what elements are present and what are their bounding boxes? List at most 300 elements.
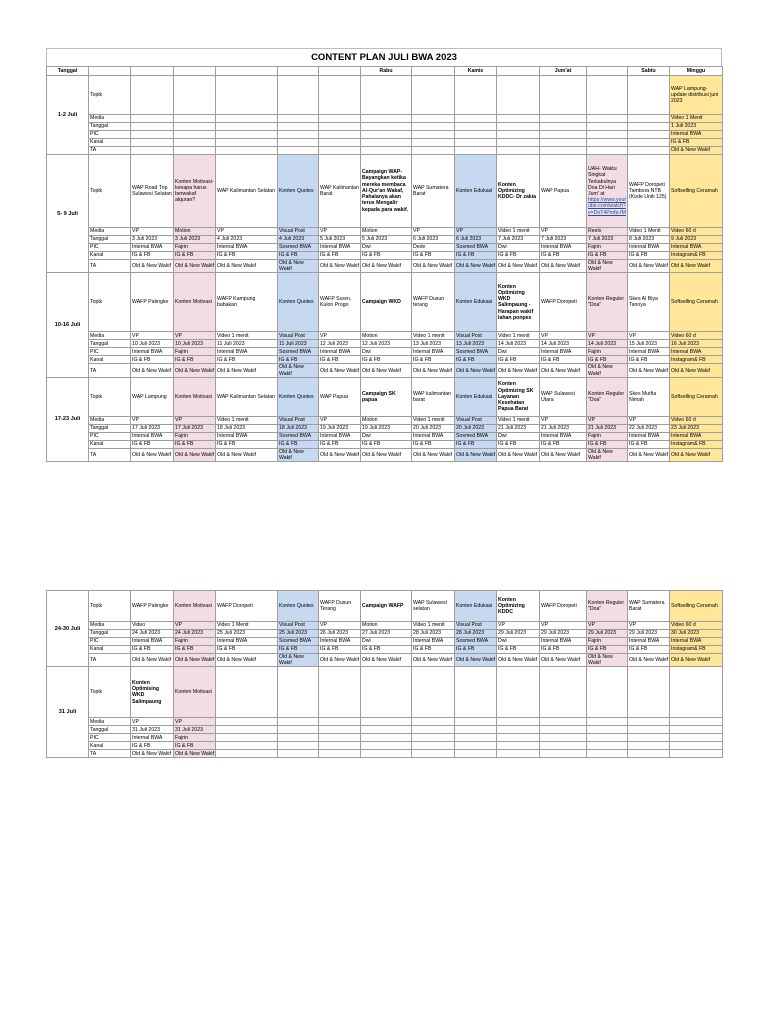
table-cell: Internal BWA bbox=[131, 348, 174, 356]
table-cell: IG & FB bbox=[497, 252, 540, 260]
table-cell bbox=[455, 123, 497, 131]
table-cell: Softselling Ceramah bbox=[670, 155, 723, 228]
table-row bbox=[47, 364, 723, 377]
table-cell: Sosmed BWA bbox=[278, 432, 319, 440]
table-row bbox=[47, 726, 723, 734]
table-cell: Old & New Wakif bbox=[670, 448, 723, 461]
table-cell bbox=[361, 734, 412, 742]
table-row bbox=[47, 348, 723, 356]
table-cell: Internal BWA bbox=[216, 432, 278, 440]
table-cell: IG & FB bbox=[497, 356, 540, 364]
table-cell: Internal BWA bbox=[540, 432, 587, 440]
table-row bbox=[47, 416, 723, 424]
row-label: Media bbox=[89, 622, 131, 630]
table-cell: IG & FB bbox=[412, 252, 455, 260]
table-cell: Konten Quotes bbox=[278, 591, 319, 622]
table-cell: Konten Reguler "Doa" bbox=[587, 377, 628, 416]
table-cell: IG & FB bbox=[319, 440, 361, 448]
table-cell: Motion bbox=[174, 228, 216, 236]
table-cell: Visual Post bbox=[278, 622, 319, 630]
table-row bbox=[47, 646, 723, 654]
table-cell: 14 Juli 2023 bbox=[540, 340, 587, 348]
table-cell: WAP Road Trip Sulawesi Selatan bbox=[131, 155, 174, 228]
table-cell: Internal BWA bbox=[216, 348, 278, 356]
table-cell: IG & FB bbox=[412, 646, 455, 654]
table-cell bbox=[319, 115, 361, 123]
table-cell: Old & New Wakif bbox=[412, 448, 455, 461]
row-label: Topik bbox=[89, 155, 131, 228]
table-cell bbox=[278, 76, 319, 115]
table-cell bbox=[628, 718, 670, 726]
table-cell: Internal BWA bbox=[540, 348, 587, 356]
table-cell: Skes Al Biya Tanoya bbox=[628, 273, 670, 332]
table-cell: Old & New Wakif bbox=[455, 448, 497, 461]
row-label: Kanal bbox=[89, 139, 131, 147]
table-cell: IG & FB bbox=[628, 646, 670, 654]
table-cell: Internal BWA bbox=[628, 638, 670, 646]
table-cell: Old & New Wakif bbox=[587, 654, 628, 667]
table-cell: Internal BWA bbox=[670, 638, 723, 646]
table-cell bbox=[628, 76, 670, 115]
table-cell: VP bbox=[216, 228, 278, 236]
table-cell bbox=[497, 115, 540, 123]
table-cell: Konten Optimizing KDDC- Dr zakia bbox=[497, 155, 540, 228]
table-cell: VP bbox=[319, 622, 361, 630]
table-cell: Old & New Wakif bbox=[319, 364, 361, 377]
table-cell bbox=[412, 718, 455, 726]
table-cell: Old & New Wakif bbox=[216, 364, 278, 377]
table-cell: Old & New Wakif bbox=[670, 147, 723, 155]
table-cell: Video 1 Menit bbox=[628, 228, 670, 236]
table-cell: Old & New Wakif bbox=[278, 448, 319, 461]
table-cell bbox=[587, 123, 628, 131]
table-cell: 1 Juli 2023 bbox=[670, 123, 723, 131]
table-cell: Video 1 menit bbox=[497, 332, 540, 340]
table-cell: WAFP Kampung babakan bbox=[216, 273, 278, 332]
table-cell: VP bbox=[319, 332, 361, 340]
row-label: Tanggal bbox=[89, 123, 131, 131]
table-cell bbox=[412, 726, 455, 734]
table-cell: VP bbox=[412, 228, 455, 236]
table-cell: 30 Juli 2023 bbox=[670, 630, 723, 638]
table-cell: Visual Post bbox=[455, 332, 497, 340]
table-row bbox=[47, 424, 723, 432]
table-cell: 7 Juli 2023 bbox=[587, 236, 628, 244]
row-label: Topik bbox=[89, 273, 131, 332]
header-row bbox=[47, 67, 723, 76]
table-cell: IG & FB bbox=[361, 440, 412, 448]
table-cell bbox=[540, 667, 587, 718]
table-row bbox=[47, 139, 723, 147]
table-cell: 24 Juli 2023 bbox=[131, 630, 174, 638]
content-plan-table-2 bbox=[46, 590, 723, 758]
table-cell: 18 Juli 2023 bbox=[216, 424, 278, 432]
table-cell bbox=[497, 131, 540, 139]
table-cell: Old & New Wakif bbox=[361, 654, 412, 667]
table-cell: Video 1 menit bbox=[412, 622, 455, 630]
table-cell: 20 Juli 2023 bbox=[455, 424, 497, 432]
table-cell bbox=[540, 115, 587, 123]
content-plan-sheet-1 bbox=[46, 48, 723, 462]
table-cell: Old & New Wakif bbox=[361, 448, 412, 461]
row-label: PIC bbox=[89, 244, 131, 252]
table-cell: Internal BWA bbox=[216, 638, 278, 646]
table-cell: IG & FB bbox=[216, 252, 278, 260]
table-cell: Motion bbox=[361, 622, 412, 630]
table-cell bbox=[628, 147, 670, 155]
table-cell: Internal BWA bbox=[628, 432, 670, 440]
table-cell bbox=[497, 123, 540, 131]
table-cell bbox=[319, 76, 361, 115]
table-cell: IG & FB bbox=[412, 440, 455, 448]
table-cell: 23 Juli 2023 bbox=[670, 424, 723, 432]
table-cell bbox=[361, 750, 412, 758]
table-cell: VP bbox=[587, 332, 628, 340]
table-cell: Video 1 menit bbox=[216, 416, 278, 424]
table-cell: Old & New Wakif bbox=[455, 260, 497, 273]
table-cell: WAFP Dusun Terang bbox=[319, 591, 361, 622]
table-cell bbox=[412, 76, 455, 115]
table-cell bbox=[131, 147, 174, 155]
table-cell bbox=[278, 734, 319, 742]
table-cell: Old & New Wakif bbox=[540, 364, 587, 377]
table-cell: Old & New Wakif bbox=[174, 654, 216, 667]
table-cell: Konten Motivasi bbox=[174, 273, 216, 332]
table-cell: WAFP Doropeti bbox=[540, 273, 587, 332]
header-cell: Jum'at bbox=[540, 67, 587, 76]
table-cell bbox=[319, 726, 361, 734]
row-label: PIC bbox=[89, 638, 131, 646]
table-cell bbox=[174, 123, 216, 131]
table-cell bbox=[455, 667, 497, 718]
table-cell: IG & FB bbox=[628, 440, 670, 448]
row-label: Kanal bbox=[89, 252, 131, 260]
table-cell: IG & FB bbox=[587, 252, 628, 260]
table-row bbox=[47, 228, 723, 236]
table-cell: Video 1 menit bbox=[497, 228, 540, 236]
table-cell bbox=[540, 131, 587, 139]
table-cell: Old & New Wakif bbox=[497, 448, 540, 461]
table-cell: Old & New Wakif bbox=[412, 654, 455, 667]
table-row bbox=[47, 123, 723, 131]
table-cell bbox=[587, 76, 628, 115]
row-label: PIC bbox=[89, 432, 131, 440]
table-cell bbox=[278, 726, 319, 734]
table-cell: 8 Juli 2023 bbox=[628, 236, 670, 244]
header-cell: Rabu bbox=[361, 67, 412, 76]
table-cell: Konten Motivasi- kenapa harus berwakaf alquran? bbox=[174, 155, 216, 228]
row-label: Tanggal bbox=[89, 424, 131, 432]
table-cell: Old & New Wakif bbox=[131, 448, 174, 461]
table-cell bbox=[587, 726, 628, 734]
table-cell: IG & FB bbox=[216, 440, 278, 448]
row-label: PIC bbox=[89, 734, 131, 742]
table-row bbox=[47, 638, 723, 646]
table-cell: VP bbox=[131, 718, 174, 726]
table-cell: Instagram& FB bbox=[670, 440, 723, 448]
table-cell: Old & New Wakif bbox=[497, 654, 540, 667]
table-cell: Konten Edukasi bbox=[455, 273, 497, 332]
table-cell: Visual Post bbox=[278, 228, 319, 236]
table-cell bbox=[497, 76, 540, 115]
table-cell: Sosmed BWA bbox=[455, 244, 497, 252]
table-cell bbox=[587, 147, 628, 155]
table-cell bbox=[278, 123, 319, 131]
table-cell: Sosmed BWA bbox=[278, 638, 319, 646]
table-cell: VP bbox=[628, 332, 670, 340]
table-cell: Fajrin bbox=[174, 638, 216, 646]
table-cell: Old & New Wakif bbox=[278, 364, 319, 377]
row-label: TA bbox=[89, 260, 131, 273]
table-cell: IG & FB bbox=[174, 440, 216, 448]
table-cell: Campaign WAFP bbox=[361, 591, 412, 622]
table-cell bbox=[628, 131, 670, 139]
table-cell bbox=[216, 734, 278, 742]
table-cell: Old & New Wakif bbox=[131, 260, 174, 273]
table-cell: Fajrin bbox=[587, 432, 628, 440]
table-cell: Konten Edukasi bbox=[455, 155, 497, 228]
table-cell: 19 Juli 2023 bbox=[319, 424, 361, 432]
table-row bbox=[47, 630, 723, 638]
table-cell bbox=[131, 123, 174, 131]
table-cell: Konten Quotes bbox=[278, 155, 319, 228]
table-cell bbox=[412, 147, 455, 155]
table-cell: 12 Juli 2023 bbox=[319, 340, 361, 348]
table-row bbox=[47, 332, 723, 340]
table-cell: VP bbox=[319, 228, 361, 236]
table-cell: Old & New Wakif bbox=[361, 364, 412, 377]
table-cell: Internal BWA bbox=[319, 348, 361, 356]
table-cell: WAP Sulawesi selatan bbox=[412, 591, 455, 622]
table-cell: Instagram& FB bbox=[670, 356, 723, 364]
table-row bbox=[47, 115, 723, 123]
table-cell bbox=[587, 667, 628, 718]
table-cell: UAH- Waktu Singkat Terkabulnya Doa Di Hari Jum' at https://www.youtube.com/watch?v=DnT4Pmfa-fM bbox=[587, 155, 628, 228]
table-cell bbox=[361, 742, 412, 750]
table-cell bbox=[278, 139, 319, 147]
table-cell: VP bbox=[497, 622, 540, 630]
table-row bbox=[47, 432, 723, 440]
table-cell: Old & New Wakif bbox=[175, 750, 215, 757]
table-cell: VP bbox=[540, 228, 587, 236]
table-cell bbox=[628, 734, 670, 742]
table-cell bbox=[540, 750, 587, 758]
table-cell bbox=[131, 139, 174, 147]
table-cell bbox=[670, 667, 723, 718]
table-row bbox=[47, 236, 723, 244]
table-cell bbox=[216, 131, 278, 139]
table-cell: 20 Juli 2023 bbox=[412, 424, 455, 432]
table-cell: Konten Optimizing SK Layanan Kesehatan Papua Barat bbox=[497, 377, 540, 416]
table-cell: Old & New Wakif bbox=[670, 260, 723, 273]
table-cell: 25 Juli 2023 bbox=[278, 630, 319, 638]
table-cell: Old & New Wakif bbox=[319, 654, 361, 667]
table-cell: VP bbox=[174, 332, 216, 340]
row-label: Media bbox=[89, 115, 131, 123]
table-cell: Internal BWA bbox=[670, 348, 723, 356]
table-cell: Instagram& FB bbox=[670, 252, 723, 260]
table-cell: 28 Juli 2023 bbox=[455, 630, 497, 638]
table-cell: IG & FB bbox=[174, 646, 216, 654]
table-row bbox=[47, 718, 723, 726]
row-label: TA bbox=[89, 654, 131, 667]
table-cell: Konten Optimizing WKD Salimpaung - Harapan wakif lahan ponpes bbox=[497, 273, 540, 332]
table-cell bbox=[361, 147, 412, 155]
table-cell: VP bbox=[587, 622, 628, 630]
table-cell: IG & FB bbox=[174, 252, 216, 260]
table-row bbox=[47, 131, 723, 139]
table-cell bbox=[412, 123, 455, 131]
table-cell: VP bbox=[455, 228, 497, 236]
table-cell bbox=[412, 131, 455, 139]
table-cell: Internal BWA bbox=[628, 348, 670, 356]
table-cell: Video 1 menit bbox=[216, 332, 278, 340]
table-cell: IG & FB bbox=[497, 440, 540, 448]
table-cell: Internal BWA bbox=[412, 348, 455, 356]
table-cell: Softselling Ceramah bbox=[670, 377, 723, 416]
table-row bbox=[47, 273, 723, 332]
table-cell: WAP Kalimantan Selatan bbox=[216, 377, 278, 416]
table-cell: Old & New Wakif bbox=[628, 654, 670, 667]
table-cell: Old & New Wakif bbox=[216, 654, 278, 667]
table-cell: IG & FB bbox=[540, 646, 587, 654]
table-cell: WAP Lampung- update distribusi juni 2023 bbox=[670, 76, 723, 115]
table-cell bbox=[412, 734, 455, 742]
table-cell bbox=[216, 750, 278, 758]
table-row bbox=[47, 377, 723, 416]
table-cell: WAP kalimantan barat bbox=[412, 377, 455, 416]
table-cell: IG & FB bbox=[131, 252, 174, 260]
table-row bbox=[47, 76, 723, 115]
table-cell: Motion bbox=[361, 332, 412, 340]
table-cell: Fajrin bbox=[587, 638, 628, 646]
content-plan-sheet-2 bbox=[46, 590, 723, 758]
table-cell bbox=[497, 734, 540, 742]
table-cell: Old & New Wakif bbox=[455, 654, 497, 667]
table-cell bbox=[497, 147, 540, 155]
table-row bbox=[47, 244, 723, 252]
table-cell bbox=[216, 139, 278, 147]
table-cell: Motion bbox=[361, 416, 412, 424]
table-cell: 26 Juli 2023 bbox=[319, 630, 361, 638]
table-cell: Konten Motivasi bbox=[174, 667, 216, 718]
table-cell: IG & FB bbox=[278, 356, 319, 364]
table-cell: IG & FB bbox=[587, 440, 628, 448]
table-cell: Reels bbox=[587, 228, 628, 236]
table-cell bbox=[455, 750, 497, 758]
table-cell bbox=[540, 734, 587, 742]
table-cell: Video 60 d bbox=[670, 416, 723, 424]
table-cell: Fajrin bbox=[174, 734, 216, 742]
table-cell: Dwi bbox=[497, 348, 540, 356]
table-cell: IG & FB bbox=[278, 252, 319, 260]
table-cell bbox=[412, 115, 455, 123]
table-cell bbox=[361, 131, 412, 139]
table-cell bbox=[587, 750, 628, 758]
table-row bbox=[47, 440, 723, 448]
table-cell bbox=[670, 726, 723, 734]
table-cell: IG & FB bbox=[131, 742, 174, 750]
week-label: 31 Juli bbox=[47, 667, 89, 758]
header-cell bbox=[497, 67, 540, 76]
table-cell: IG & FB bbox=[131, 356, 174, 364]
table-cell: Video 60 d bbox=[670, 622, 723, 630]
table-cell: Konten Quotes bbox=[278, 273, 319, 332]
table-cell bbox=[319, 750, 361, 758]
table-cell: Old & New Wakif bbox=[174, 260, 216, 273]
table-row bbox=[47, 155, 723, 228]
table-cell: Old & New Wakif bbox=[587, 448, 628, 461]
table-cell: Dede bbox=[412, 244, 455, 252]
youtube-link[interactable]: https://www.youtube.com/watch?v=DnT4Pmfa-fM bbox=[588, 197, 626, 216]
table-cell: 29 Juli 2023 bbox=[628, 630, 670, 638]
table-cell: WAP Kalimantan Selatan bbox=[216, 155, 278, 228]
table-cell: Old & New Wakif bbox=[540, 448, 587, 461]
header-cell bbox=[278, 67, 319, 76]
table-cell: VP bbox=[174, 622, 216, 630]
table-cell: 31 Juli 2023 bbox=[174, 726, 216, 734]
row-label: Tanggal bbox=[89, 236, 131, 244]
table-cell: Video 1 menit bbox=[412, 416, 455, 424]
table-cell: IG & FB bbox=[131, 646, 174, 654]
table-cell bbox=[174, 115, 216, 123]
table-cell: 16 Juli 2023 bbox=[670, 340, 723, 348]
row-label: Tanggal bbox=[89, 340, 131, 348]
table-cell bbox=[361, 726, 412, 734]
table-cell: 5 Juli 2023 bbox=[361, 236, 412, 244]
table-cell: Video 60 d bbox=[670, 332, 723, 340]
table-cell: Fajrin bbox=[174, 244, 216, 252]
table-cell bbox=[540, 718, 587, 726]
row-label: Kanal bbox=[89, 440, 131, 448]
table-cell: 7 Juli 2023 bbox=[497, 236, 540, 244]
table-cell bbox=[455, 131, 497, 139]
table-cell bbox=[216, 76, 278, 115]
table-cell bbox=[361, 115, 412, 123]
table-cell bbox=[216, 726, 278, 734]
table-cell: Internal BWA bbox=[670, 131, 723, 139]
table-cell: Old & New Wakif bbox=[587, 364, 628, 377]
table-cell: 17 Juli 2023 bbox=[174, 424, 216, 432]
row-label: Kanal bbox=[89, 356, 131, 364]
table-cell: VP bbox=[174, 718, 216, 726]
table-row bbox=[47, 742, 723, 750]
table-cell bbox=[278, 115, 319, 123]
table-row bbox=[47, 750, 723, 758]
table-row bbox=[47, 654, 723, 667]
table-cell: Softselling Ceramah bbox=[670, 591, 723, 622]
table-cell bbox=[628, 667, 670, 718]
table-cell: IG & FB bbox=[628, 252, 670, 260]
table-cell bbox=[497, 742, 540, 750]
table-cell: IG & FB bbox=[361, 252, 412, 260]
week-label: 1-2 Juli bbox=[47, 76, 89, 155]
table-cell: Old & New Wakif bbox=[278, 654, 319, 667]
table-cell: 29 Juli 2023 bbox=[497, 630, 540, 638]
table-cell bbox=[455, 115, 497, 123]
table-cell: 27 Juli 2023 bbox=[361, 630, 412, 638]
table-cell: 13 Juli 2023 bbox=[412, 340, 455, 348]
table-cell: Dwi bbox=[497, 244, 540, 252]
header-cell bbox=[89, 67, 131, 76]
table-cell: IG & FB bbox=[174, 742, 216, 750]
table-cell: VP bbox=[131, 332, 174, 340]
header-cell: Tanggal bbox=[47, 67, 89, 76]
table-cell bbox=[131, 131, 174, 139]
table-cell bbox=[497, 726, 540, 734]
table-cell: Old & New Wakif bbox=[628, 260, 670, 273]
table-cell: VP bbox=[540, 416, 587, 424]
